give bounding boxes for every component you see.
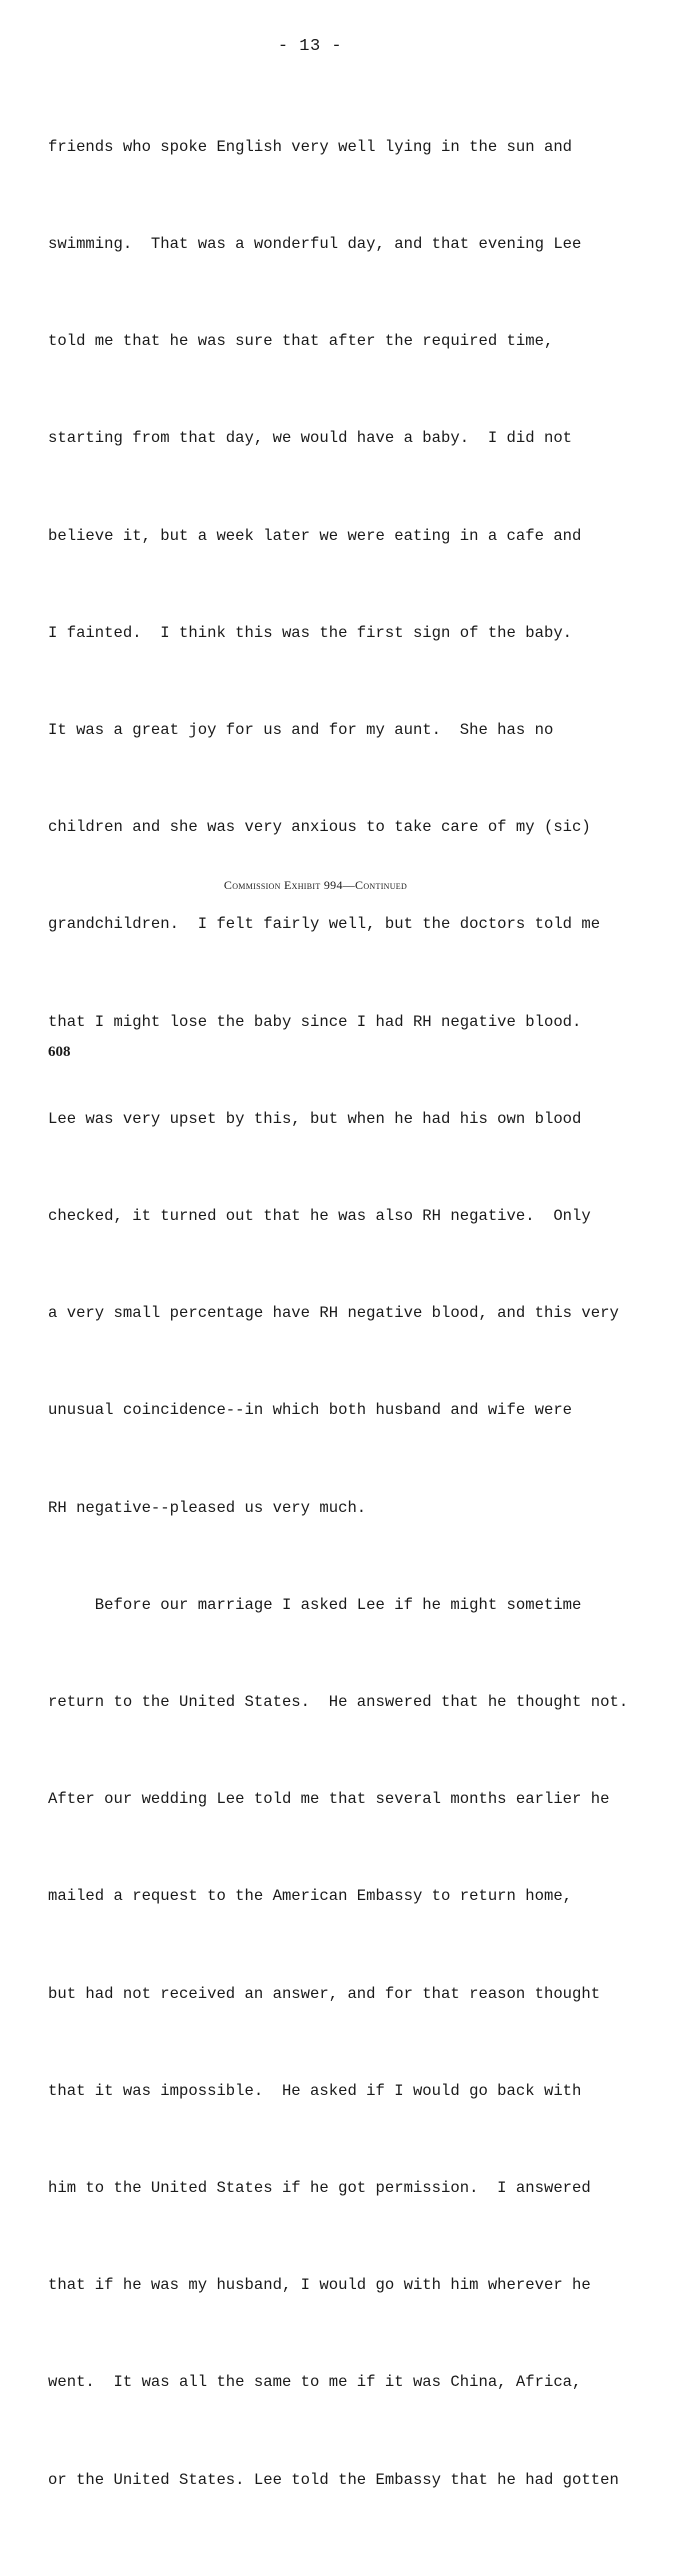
folio-number: 608 xyxy=(48,1044,71,1060)
text-line: children and she was very anxious to take care of my (sic) xyxy=(48,818,591,837)
text-line: mailed a request to the American Embassy to return home, xyxy=(48,1887,573,1906)
text-line: unusual coincidence--in which both husband and wife were xyxy=(48,1401,573,1420)
exhibit-caption: Commission Exhibit 994—Continued xyxy=(223,878,408,892)
text-line: checked, it turned out that he was also RH negative. Only xyxy=(48,1207,591,1226)
page-number: - 13 - xyxy=(277,37,343,56)
text-line: starting from that day, we would have a baby. I did not xyxy=(48,429,573,448)
text-line: grandchildren. I felt fairly well, but the doctors told me xyxy=(48,915,601,934)
text-line: that it was impossible. He asked if I would go back with xyxy=(48,2081,582,2100)
text-line: friends who spoke English very well lying in the sun and xyxy=(48,137,573,156)
text-line: a very small percentage have RH negative blood, and this very xyxy=(48,1304,619,1323)
text-line: or the United States. Lee told the Embassy that he had gotten xyxy=(48,2470,619,2489)
text-line: It was a great joy for us and for my aunt. She has no xyxy=(48,721,554,740)
text-line: I fainted. I think this was the first sign of the baby. xyxy=(48,623,573,642)
text-line: swimming. That was a wonderful day, and that evening Lee xyxy=(48,235,582,254)
text-line: Lee was very upset by this, but when he had his own blood xyxy=(48,1109,582,1128)
text-line: him to the United States if he got permission. I answered xyxy=(48,2179,591,2198)
body-text xyxy=(48,66,688,2561)
text-line: RH negative--pleased us very much. xyxy=(48,1498,367,1517)
text-line: believe it, but a week later we were eating in a cafe and xyxy=(48,526,582,545)
text-line: After our wedding Lee told me that several months earlier he xyxy=(48,1790,610,1809)
text-line: that I might lose the baby since I had RH negative blood. xyxy=(48,1012,582,1031)
text-line: that if he was my husband, I would go with him wherever he xyxy=(48,2276,591,2295)
text-line: return to the United States. He answered that he thought not. xyxy=(48,1693,629,1712)
text-line: told me that he was sure that after the required time, xyxy=(48,332,554,351)
text-line: but had not received an answer, and for that reason thought xyxy=(48,1984,601,2003)
text-line: went. It was all the same to me if it was China, Africa, xyxy=(48,2373,582,2392)
text-line: Before our marriage I asked Lee if he might sometime xyxy=(48,1595,582,1614)
